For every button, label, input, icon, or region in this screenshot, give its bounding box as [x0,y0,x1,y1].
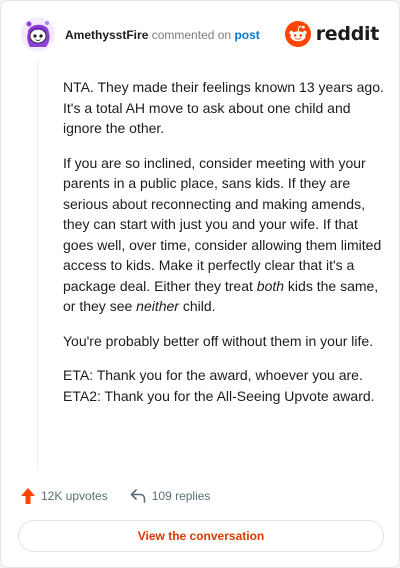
avatar-icon [21,17,55,51]
emphasis-text: neither [136,298,179,314]
comment-paragraph: You're probably better off without them in your life. [63,332,374,349]
user-avatar[interactable] [21,17,55,51]
comment-paragraph: ETA: Thank you for the award, whoever you are. ETA2: Thank you for the All-Seeing Upvote award. [63,367,375,404]
username-link[interactable]: AmethysstFire [65,28,149,42]
upvote-stat[interactable] [21,488,108,504]
reply-arrow-icon [130,489,146,503]
reply-count: 109 replies [151,489,211,503]
comment-body [63,77,385,420]
comment-paragraph: NTA. They made their feelings known 13 years ago. It's a total AH move to ask about one child and ignore the other. [63,79,384,136]
comment-header [21,17,383,53]
commented-on-text: commented on [151,28,232,42]
comment-byline [65,28,260,42]
upvote-arrow-icon [21,488,35,504]
view-conversation-button[interactable]: View the conversation [18,520,384,552]
reddit-wordmark: reddit [315,23,379,45]
post-link[interactable]: post [234,28,260,42]
upvote-count: 12K upvotes [41,489,108,503]
thread-line [37,61,38,469]
reddit-brand[interactable] [285,21,379,47]
comment-footer [21,487,210,505]
reply-stat[interactable] [130,489,211,503]
reddit-snoo-icon [285,21,311,47]
comment-paragraph: If you are so inclined, consider meeting with your parents in a public place, sans kids. If they are serious about reconnecting and making amends, they can start with just you and your wife. If that goes well, over time, consider allowing them limited access to kids. Make it perfectly clear that it's a package deal. Either they treat both kids the same, or they see neither child. [63,154,382,314]
emphasis-text: both [256,277,285,294]
